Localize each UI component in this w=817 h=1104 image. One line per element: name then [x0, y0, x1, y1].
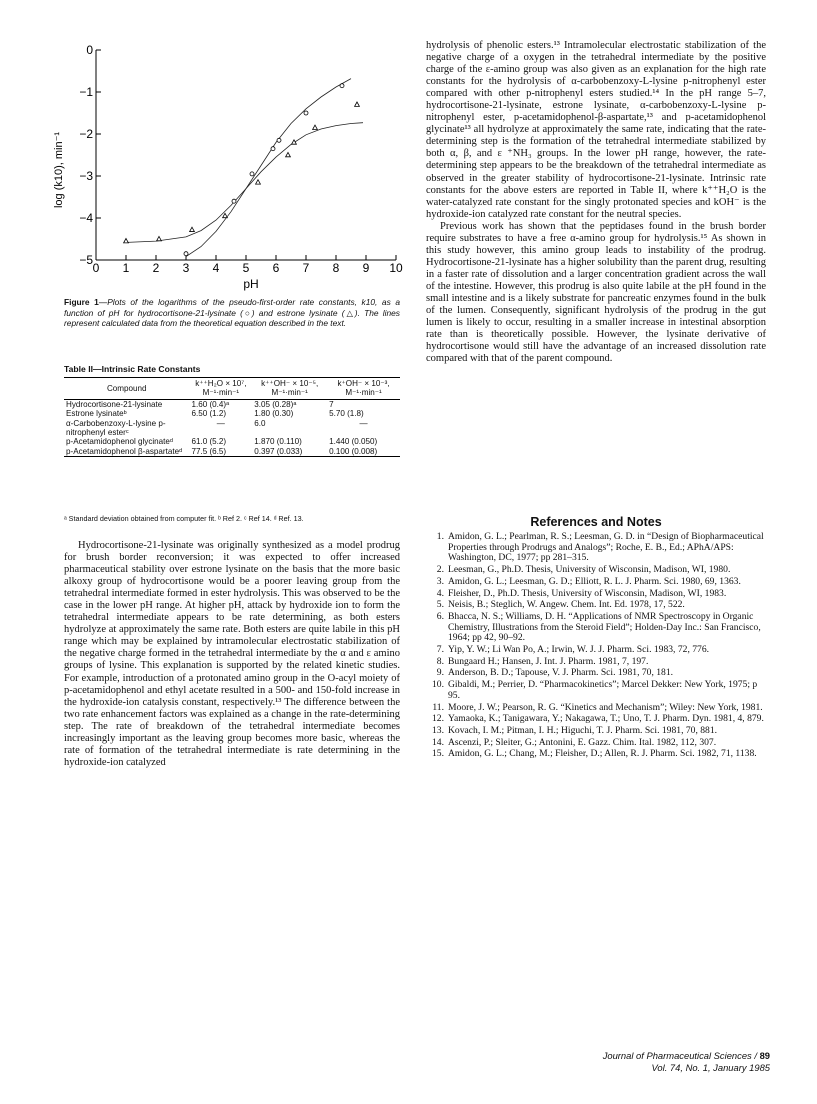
x-tick-label: 6: [272, 261, 280, 275]
reference-text: Yip, Y. W.; Li Wan Po, A.; Irwin, W. J. J. Pharm. Sci. 1983, 72, 776.: [448, 644, 710, 656]
journal-footer: Journal of Pharmaceutical Sciences / 89 Vol. 74, No. 1, January 1985: [520, 1050, 770, 1073]
reference-number: 1.: [436, 531, 444, 542]
reference-number: 4.: [436, 587, 444, 599]
cell-value: 0.100 (0.008): [329, 446, 378, 456]
reference-number: 2.: [436, 564, 444, 576]
cell-value: 1.80 (0.30): [254, 409, 294, 419]
triangle-point: [286, 152, 291, 156]
table-row: [64, 399, 400, 409]
triangle-point: [292, 140, 297, 144]
reference-text: Amidon, G. L.; Pearlman, R. S.; Leesman, G. D. in “Design of Biopharmaceutical Properties through Prodrugs and Analogs”; Roche, E. B., Ed.; APhA/APS: Washington, DC, 1977; pp 281–315.: [448, 531, 764, 564]
reference-item: [426, 657, 766, 668]
triangle-point: [223, 213, 228, 217]
cell-value: 7: [329, 399, 334, 409]
x-tick-label: 4: [212, 261, 220, 275]
journal-issue: Vol. 74, No. 1, January 1985: [651, 1061, 770, 1073]
fit-curve-triangle: [126, 123, 363, 243]
y-tick-label: −5: [79, 253, 93, 267]
figure-caption: [64, 297, 400, 329]
circle-point: [250, 172, 254, 176]
cell-compound: α-Carbobenzoxy-L-lysine p-nitrophenyl esterᶜ: [66, 418, 166, 438]
reference-item: [426, 668, 766, 679]
plot-axes: [96, 50, 396, 260]
paragraph: hydrolysis of phenolic esters.¹³ Intramolecular electrostatic stabilization of the negative charge of a oxygen in the tetrahedral intermediate by the positive charge of the ε-amino group was also given as an explanation for the high rate constants for the hydrolysis of α-carbobenzoxy-L-lysine p-nitrophenyl ester compared with other p-nitrophenyl esters studied.¹⁴ In the pH range 5–7, hydrocortisone-21-lysinate, estrone lysinate, α-carbobenzoxy-L-lysine p-nitrophenyl ester, p-acetamidophenol-β-aspartate,¹³ and p-acetamidophenol glycinate¹³ all hydrolyze at approximately the same rate, indicating that the rate-determining step is the formation of the tetrahedral intermediate stabilized by both α, β, and ε ⁺NH₃ groups. In the lower pH range, however, the rate-determining step appears to be the breakdown of the tetrahedral intermediate as observed in the greater stability of hydrocortisone-21-lysinate. Intrinsic rate constants for the above esters are reported in Table II, where k⁺⁺H₂O is the water-catalyzed rate constant for the singly protonated species and kOH⁻ is the hydroxide-ion catalyzed rate constant for the neutral species.: [426, 40, 766, 220]
triangle-point: [313, 125, 318, 129]
right-column-body: [426, 40, 766, 365]
reference-number: 11.: [432, 701, 444, 713]
triangle-point: [157, 236, 162, 240]
x-axis-label: pH: [243, 277, 259, 291]
x-tick-label: 5: [242, 261, 250, 275]
paragraph: Previous work has shown that the peptidases found in the brush border require substrates to have a free α-amino group for hydrolysis.¹⁵ As shown in this study however, this amino group leads to instability of the prodrug. Hydrocortisone-21-lysinate has a higher solubility than the parent drug, resulting in a faster rate of dissolution and a larger concentration gradient across the wall of the intestine. However, this prodrug is also quite labile at the pH found in the small intestine and is a likely substrate for pancreatic enzymes found in the bulk of the lumen. Consequently, significant hydrolysis of the prodrug in the gut lumen is likely to occur, resulting in a smaller increase in intestinal absorption rate than is theoretically possible. However, the lysinate derivative of hydrocortisone would still have the advantage of an increased dissolution rate compared with that of the parent compound.: [426, 220, 767, 365]
header-compound: Compound: [106, 383, 147, 393]
reference-item: [426, 565, 766, 576]
reference-number: 5.: [436, 599, 444, 611]
table-header-row: [64, 378, 400, 400]
triangle-point: [124, 239, 129, 243]
table-footnote: ᵃ Standard deviation obtained from computer fit. ᵇ Ref 2. ᶜ Ref 14. ᵈ Ref. 13.: [64, 514, 304, 523]
reference-number: 10.: [432, 679, 444, 691]
cell-compound: p-Acetamidophenol glycinateᵈ: [66, 437, 173, 447]
reference-text: Moore, J. W.; Pearson, R. G. “Kinetics and Mechanism”; Wiley: New York, 1981.: [448, 701, 763, 713]
fitted-curves: [126, 79, 363, 257]
cell-value: —: [216, 418, 225, 428]
reference-text: Bhacca, N. S.; Williams, D. H. “Applications of NMR Spectroscopy in Organic Chemistry, Illustrations from the Steroid Field”; Holden-Day Inc.: San Francisco, 1964; pp 42, 90–92.: [448, 610, 761, 644]
header-kh2o: k⁺⁺H₂O × 10⁷, M⁻¹·min⁻¹: [195, 379, 247, 398]
reference-number: 9.: [436, 667, 444, 679]
y-tick-label: −2: [79, 127, 93, 141]
reference-number: 7.: [436, 644, 444, 656]
circle-point: [304, 111, 308, 115]
reference-item: [426, 600, 766, 611]
y-tick-label: −1: [79, 85, 93, 99]
reference-number: 13.: [432, 724, 444, 736]
cell-value: 1.60 (0.4)ᵃ: [191, 399, 230, 409]
circle-point: [340, 84, 344, 88]
reference-item: [426, 749, 766, 760]
references-list: [426, 532, 766, 761]
cell-value: 0.397 (0.033): [254, 446, 303, 456]
cell-value: 3.05 (0.28)ᵃ: [254, 399, 297, 409]
fit-curve-circle: [186, 79, 351, 257]
reference-text: Leesman, G., Ph.D. Thesis, University of Wisconsin, Madison, WI, 1980.: [448, 564, 731, 576]
y-axis-label: log (k10), min⁻¹: [53, 131, 65, 209]
cell-compound: p-Acetamidophenol β-aspartateᵈ: [66, 446, 183, 456]
header-koh: k⁺OH⁻ × 10⁻³, M⁻¹·min⁻¹: [337, 379, 390, 398]
triangle-point: [190, 227, 195, 231]
table-row: [64, 409, 400, 418]
table-row: [64, 437, 400, 446]
circle-point: [271, 147, 275, 151]
x-tick-label: 10: [389, 261, 403, 275]
triangle-point: [355, 102, 360, 106]
reference-item: [426, 703, 766, 714]
reference-item: [426, 645, 766, 656]
reference-text: Neisis, B.; Steglich, W. Angew. Chem. Int. Ed. 1978, 17, 522.: [448, 599, 685, 611]
reference-number: 14.: [432, 736, 444, 748]
y-tick-label: −3: [79, 169, 93, 183]
circle-point: [277, 138, 281, 142]
page-number: 89: [759, 1050, 770, 1061]
journal-name: Journal of Pharmaceutical Sciences: [602, 1050, 752, 1061]
x-tick-label: 8: [332, 261, 340, 275]
rate-constants-table: [64, 377, 400, 457]
reference-item: [426, 589, 766, 600]
reference-item: [426, 577, 766, 588]
left-column-body: [64, 540, 400, 769]
reference-text: Amidon, G. L.; Leesman, G. D.; Elliott, R. L. J. Pharm. Sci. 1980, 69, 1363.: [448, 575, 741, 587]
x-tick-label: 7: [302, 261, 310, 275]
table-title: Table II—Intrinsic Rate Constants: [64, 364, 201, 374]
reference-text: Fleisher, D., Ph.D. Thesis, University of Wisconsin, Madison, WI, 1983.: [448, 587, 727, 599]
data-points: [124, 84, 360, 256]
cell-value: 1.870 (0.110): [254, 437, 302, 447]
x-tick-label: 3: [182, 261, 190, 275]
y-tick-label: −4: [79, 211, 93, 225]
rate-plot: [40, 40, 403, 295]
y-tick-label: 0: [86, 43, 93, 57]
reference-number: 15.: [432, 748, 444, 760]
reference-text: Gibaldi, M.; Perrier, D. “Pharmacokinetics”; Marcel Dekker: New York, 1975; p 95.: [448, 679, 758, 701]
references-heading: References and Notes: [530, 515, 662, 529]
cell-compound: Estrone lysinateᵇ: [66, 409, 127, 419]
table-row: [64, 447, 400, 457]
reference-text: Bungaard H.; Hansen, J. Int. J. Pharm. 1981, 7, 197.: [448, 655, 649, 667]
paragraph: Hydrocortisone-21-lysinate was originally synthesized as a model prodrug for brush border reconversion; it was expected to offer increased pharmaceutical stability over estrone lysinate on the basis that the more basic alkoxy group of hydrocortisone would be a poorer leaving group from the tetrahedral intermediate formed in ester hydrolysis. This was observed to be the case in the lower pH range. At higher pH, attack by hydroxide ion to form the tetrahedral intermediate appears to be rate determining, as both esters hydrolyze at approximately the same rate. Both esters are quite labile in this pH range which may be explained by intramolecular electrostatic stabilization of the negative charge formed in the tetrahedral intermediate by the α and ε amino groups of lysine. This explanation is supported by the related kinetic studies. For example, introduction of a protonated amino group in the O-acyl moiety of p-acetamidophenol and ethyl acetate resulted in a 500- and 150-fold increase in the hydroxide-ion catalysis constant, respectively.¹³ The difference between the two rate enhancement factors was explained as a change in the rate-determining step. The rate of breakdown of the tetrahedral intermediate becomes increasingly important as the leaving group becomes more basic, whereas the rate of formation of the tetrahedral intermediate is rate determining in the hydroxide-ion catalyzed: [64, 540, 400, 768]
reference-item: [426, 680, 766, 701]
caption-label: Figure 1: [64, 297, 99, 307]
caption-text: —Plots of the logarithms of the pseudo-first-order rate constants, k10, as a function of pH for hydrocortisone-21-lysinate (○) and estrone lysinate (△). The lines represent calculated data from the theoretical equation described in the text.: [64, 297, 401, 329]
reference-item: [426, 532, 766, 564]
cell-value: 6.50 (1.2): [191, 409, 227, 419]
reference-item: [426, 714, 766, 725]
reference-text: Yamaoka, K.; Tanigawara, Y.; Nakagawa, T.; Uno, T. J. Pharm. Dyn. 1981, 4, 879.: [448, 713, 764, 725]
cell-compound: Hydrocortisone-21-lysinate: [66, 399, 163, 409]
reference-text: Anderson, B. D.; Tapouse, V. J. Pharm. Sci. 1981, 70, 181.: [448, 667, 674, 679]
triangle-point: [256, 180, 261, 184]
x-tick-label: 1: [122, 261, 130, 275]
reference-number: 12.: [432, 713, 444, 725]
cell-value: 1.440 (0.050): [329, 437, 378, 447]
cell-value: 61.0 (5.2): [191, 437, 227, 447]
x-tick-label: 2: [152, 261, 160, 275]
reference-item: [426, 612, 766, 644]
cell-value: —: [359, 418, 368, 428]
reference-text: Amidon, G. L.; Chang, M.; Fleisher, D.; Allen, R. J. Pharm. Sci. 1982, 71, 1138.: [448, 748, 757, 760]
table-row: [64, 419, 400, 438]
circle-point: [232, 199, 236, 203]
cell-value: 6.0: [254, 418, 266, 428]
reference-text: Kovach, I. M.; Pitman, I. H.; Higuchi, T. J. Pharm. Sci. 1981, 70, 881.: [448, 724, 718, 736]
cell-value: 5.70 (1.8): [329, 409, 364, 419]
reference-item: [426, 738, 766, 749]
reference-number: 8.: [436, 655, 444, 667]
x-tick-label: 0: [92, 261, 100, 275]
reference-text: Ascenzi, P.; Sleiter, G.; Antonini, E. Gazz. Chim. Ital. 1982, 112, 307.: [448, 736, 717, 748]
reference-number: 3.: [436, 575, 444, 587]
tick-labels: [79, 43, 403, 275]
cell-value: 77.5 (6.5): [191, 446, 227, 456]
header-koh-plus: k⁺⁺OH⁻ × 10⁻⁵, M⁻¹·min⁻¹: [261, 379, 319, 398]
x-tick-label: 9: [362, 261, 370, 275]
reference-number: 6.: [436, 610, 444, 622]
circle-point: [184, 252, 188, 256]
reference-item: [426, 726, 766, 737]
